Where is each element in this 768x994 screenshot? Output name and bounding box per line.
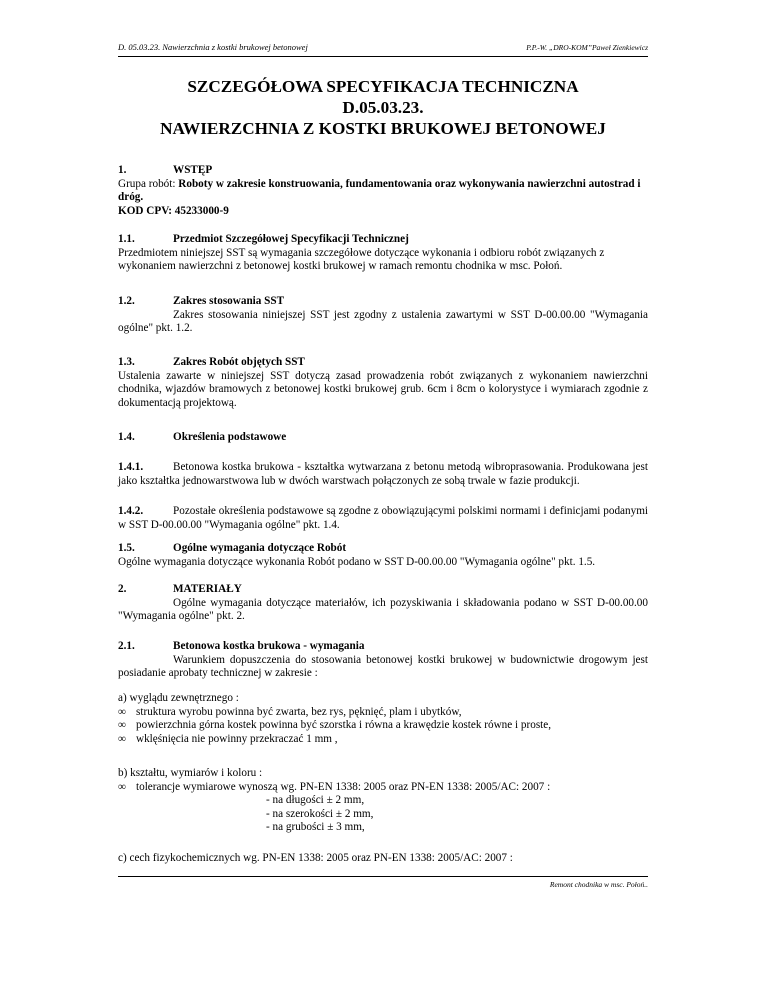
section-1-3 xyxy=(118,356,648,410)
tolerance-line: - na grubości ± 3 mm, xyxy=(266,821,365,834)
section-number: 1.5. xyxy=(118,542,135,554)
section-heading: Przedmiot Szczegółowej Specyfikacji Technicznej xyxy=(173,233,409,245)
section-number: 1.2. xyxy=(118,295,135,307)
list-label: a) wyglądu zewnętrznego : xyxy=(118,692,239,704)
section-text: Przedmiotem niniejszej SST są wymagania szczegółowe dotyczące wykonania i odbioru robót związanych z wykonaniem nawierzchni z betonowej kostki brukowej w ramach remontu chodnika w msc. Połoń. xyxy=(118,246,605,273)
page-header xyxy=(118,40,648,57)
section-heading: WSTĘP xyxy=(173,164,213,176)
list-item: ∞ powierzchnia górna kostek powinna być szorstka i równa a krawędzie kostek równe i proste, xyxy=(118,719,648,733)
section-text: Ustalenia zawarte w niniejszej SST dotyczą zasad prowadzenia robót związanych z wykonaniem nawierzchni chodnika, wjazdów bramowych z betonowej kostki brukowej grub. 6cm i 8cm o kolorystyce i wymiarach zgodnie z dokumentacją projektową. xyxy=(118,369,648,409)
section-1-1 xyxy=(118,233,648,274)
section-text: Warunkiem dopuszczenia do stosowania betonowej kostki brukowej w budownictwie drogowym jest posiadanie aprobaty technicznej w zakresie : xyxy=(118,653,648,680)
list-item: ∞ tolerancje wymiarowe wynoszą wg. PN-EN 1338: 2005 oraz PN-EN 1338: 2005/AC: 2007 : xyxy=(118,781,648,795)
physicochemical-requirements xyxy=(118,852,648,866)
section-number: 1.1. xyxy=(118,233,135,245)
section-1 xyxy=(118,164,648,218)
section-heading: Zakres stosowania SST xyxy=(173,295,285,307)
header-left: D. 05.03.23. Nawierzchnia z kostki brukowej betonowej xyxy=(118,42,308,52)
title-line-3: NAWIERZCHNIA Z KOSTKI BRUKOWEJ BETONOWEJ xyxy=(160,119,606,138)
title-line-1: SZCZEGÓŁOWA SPECYFIKACJA TECHNICZNA xyxy=(187,77,579,96)
title-line-2: D.05.03.23. xyxy=(342,98,424,117)
appearance-requirements xyxy=(118,692,648,746)
tolerance-line: - na długości ± 2 mm, xyxy=(266,794,365,807)
section-heading: Określenia podstawowe xyxy=(173,431,287,443)
section-1-4-2 xyxy=(118,505,648,532)
list-item: ∞ wklęśnięcia nie powinny przekraczać 1 mm , xyxy=(118,733,648,747)
section-number: 1.3. xyxy=(118,356,135,368)
page-footer xyxy=(118,876,648,893)
list-label: b) kształtu, wymiarów i koloru : xyxy=(118,767,263,779)
section-text: Pozostałe określenia podstawowe są zgodne z obowiązującymi polskimi normami i definicjami podanymi w SST D-00.00.00 "Wymagania ogólne" pkt. 1.4. xyxy=(118,505,648,531)
section-number: 1.4.2. xyxy=(118,505,144,517)
tolerance-line: - na szerokości ± 2 mm, xyxy=(266,807,374,820)
section-text: Ogólne wymagania dotyczące materiałów, ich pozyskiwania i składowania podano w SST D-00.00.00 "Wymagania ogólne" pkt. 2. xyxy=(118,596,648,623)
section-1-4 xyxy=(118,431,648,445)
section-text: Ogólne wymagania dotyczące wykonania Robót podano w SST D-00.00.00 "Wymagania ogólne" pkt. 1.5. xyxy=(118,555,596,568)
section-number: 1.4. xyxy=(118,431,135,443)
section-2-1 xyxy=(118,640,648,681)
section-heading: MATERIAŁY xyxy=(173,583,242,595)
header-right: P.P.-W. „DRO-KOM”Paweł Zienkiewicz xyxy=(526,43,648,52)
list-label: c) cech fizykochemicznych wg. PN-EN 1338: 2005 oraz PN-EN 1338: 2005/AC: 2007 : xyxy=(118,852,513,864)
section-text: Betonowa kostka brukowa - kształtka wytwarzana z betonu metodą wibroprasowania. Produkowana jest jako kształtka jednowarstwowa lub w dwóch warstwach połączonych ze sobą trwale w fazie produkcji. xyxy=(118,461,648,487)
section-1-2 xyxy=(118,295,648,336)
section-number: 1.4.1. xyxy=(118,461,144,473)
section-2 xyxy=(118,583,648,624)
list-item: ∞ struktura wyrobu powinna być zwarta, bez rys, pęknięć, plam i ubytków, xyxy=(118,706,648,720)
section-number: 1. xyxy=(118,164,127,176)
group-label: Grupa robót: xyxy=(118,177,176,190)
section-number: 2. xyxy=(118,583,127,595)
section-number: 2.1. xyxy=(118,640,135,652)
cpv-code: KOD CPV: 45233000-9 xyxy=(118,204,229,217)
section-heading: Ogólne wymagania dotyczące Robót xyxy=(173,542,347,554)
section-text: Zakres stosowania niniejszej SST jest zgodny z ustalenia zawartymi w SST D-00.00.00 "Wymagania ogólne" pkt. 1.2. xyxy=(118,308,648,335)
section-heading: Zakres Robót objętych SST xyxy=(173,356,305,368)
dimension-requirements xyxy=(118,767,648,835)
section-1-5 xyxy=(118,542,648,569)
section-heading: Betonowa kostka brukowa - wymagania xyxy=(173,640,365,652)
section-1-4-1 xyxy=(118,461,648,488)
footer-right: Remont chodnika w msc. Połoń.. xyxy=(549,880,648,889)
document-title xyxy=(118,76,648,139)
group-value: Roboty w zakresie konstruowania, fundamentowania oraz wykonywania nawierzchni autostrad i dróg. xyxy=(118,177,641,204)
